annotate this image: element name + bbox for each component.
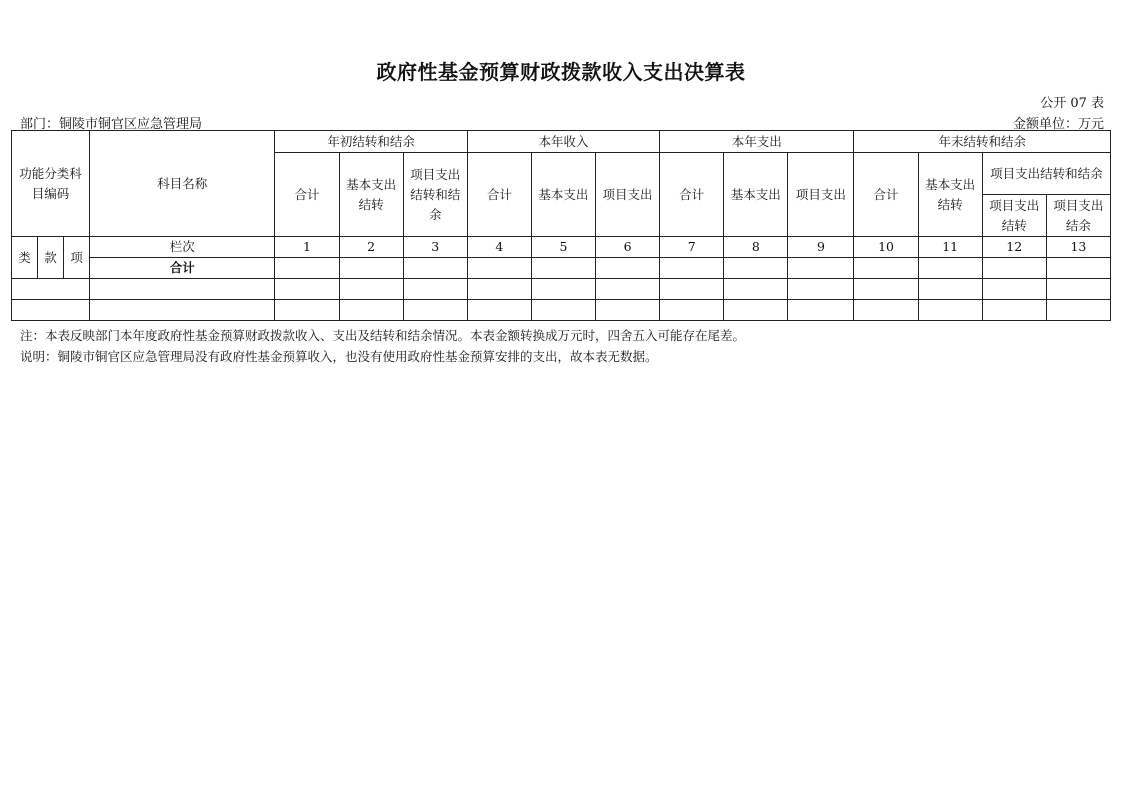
table-row (12, 279, 1111, 300)
table-cell (854, 300, 918, 321)
table-cell (1046, 279, 1110, 300)
column-number: 12 (982, 237, 1046, 258)
table-cell (595, 300, 659, 321)
table-cell (788, 300, 854, 321)
opening-project-header: 项目支出结转和结余 (403, 153, 467, 237)
table-cell (467, 300, 531, 321)
income-basic-header: 基本支出 (531, 153, 595, 237)
table-cell (724, 279, 788, 300)
column-number: 4 (467, 237, 531, 258)
table-cell (12, 279, 90, 300)
table-cell (275, 300, 339, 321)
table-cell (595, 279, 659, 300)
table-cell (660, 258, 724, 279)
income-project-header: 项目支出 (595, 153, 659, 237)
table-cell (1046, 258, 1110, 279)
column-number: 2 (339, 237, 403, 258)
lei-header: 类 (12, 237, 38, 279)
table-cell (724, 258, 788, 279)
footnote-explanation: 说明：铜陵市铜官区应急管理局没有政府性基金预算收入，也没有使用政府性基金预算安排的支出，故本表无数据。 (20, 349, 658, 364)
column-number: 1 (275, 237, 339, 258)
table-cell (275, 258, 339, 279)
footnote-note: 注：本表反映部门本年度政府性基金预算财政拨款收入、支出及结转和结余情况。本表金额转换成万元时，四舍五入可能存在尾差。 (20, 328, 746, 343)
table-cell (982, 279, 1046, 300)
page-title: 政府性基金预算财政拨款收入支出决算表 (376, 60, 746, 84)
header-row-1 (12, 131, 1111, 153)
department-label: 部门：铜陵市铜官区应急管理局 (20, 117, 203, 132)
table-cell (339, 300, 403, 321)
table-cell (275, 279, 339, 300)
table-cell (531, 300, 595, 321)
func-class-header: 功能分类科目编码 (12, 131, 90, 237)
table-cell (339, 279, 403, 300)
table-cell (724, 300, 788, 321)
table-cell (403, 300, 467, 321)
table-cell (467, 258, 531, 279)
closing-basic-carry-header: 基本支出结转 (918, 153, 982, 237)
group-expense-header: 本年支出 (660, 131, 854, 153)
sum-row (12, 258, 1111, 279)
table-cell (403, 279, 467, 300)
income-total-header: 合计 (467, 153, 531, 237)
kuan-header: 款 (38, 237, 64, 279)
opening-total-header: 合计 (275, 153, 339, 237)
table-row (12, 300, 1111, 321)
xiang-header: 项 (64, 237, 90, 279)
table-cell (982, 258, 1046, 279)
expense-project-header: 项目支出 (788, 153, 854, 237)
closing-project-carry-header: 项目支出结转 (982, 195, 1046, 237)
table-cell (90, 279, 275, 300)
table-cell (788, 279, 854, 300)
expense-basic-header: 基本支出 (724, 153, 788, 237)
table-cell (660, 300, 724, 321)
column-number: 10 (854, 237, 918, 258)
closing-project-group-header: 项目支出结转和结余 (982, 153, 1110, 195)
column-number: 13 (1046, 237, 1110, 258)
budget-table (11, 130, 1111, 321)
column-number: 5 (531, 237, 595, 258)
table-cell (918, 279, 982, 300)
column-number: 6 (595, 237, 659, 258)
table-cell (982, 300, 1046, 321)
group-opening-header: 年初结转和结余 (275, 131, 467, 153)
column-number: 7 (660, 237, 724, 258)
column-number: 3 (403, 237, 467, 258)
table-cell (854, 258, 918, 279)
group-income-header: 本年收入 (467, 131, 659, 153)
group-closing-header: 年末结转和结余 (854, 131, 1111, 153)
table-cell (531, 279, 595, 300)
column-number: 11 (918, 237, 982, 258)
table-cell (467, 279, 531, 300)
form-number: 公开 07 表 (1040, 96, 1104, 111)
column-number-row (12, 237, 1111, 258)
table-cell (403, 258, 467, 279)
unit-label: 金额单位：万元 (1012, 117, 1104, 132)
table-cell (12, 300, 90, 321)
opening-basic-carry-header: 基本支出结转 (339, 153, 403, 237)
subject-name-header: 科目名称 (90, 131, 275, 237)
sum-row-label: 合计 (90, 258, 275, 279)
table-cell (339, 258, 403, 279)
closing-project-balance-header: 项目支出结余 (1046, 195, 1110, 237)
table-cell (918, 300, 982, 321)
table-cell (918, 258, 982, 279)
column-number: 9 (788, 237, 854, 258)
table-cell (90, 300, 275, 321)
table-cell (595, 258, 659, 279)
column-number-label: 栏次 (90, 237, 275, 258)
table-cell (854, 279, 918, 300)
expense-total-header: 合计 (660, 153, 724, 237)
table-cell (788, 258, 854, 279)
column-number: 8 (724, 237, 788, 258)
table-cell (1046, 300, 1110, 321)
closing-total-header: 合计 (854, 153, 918, 237)
table-cell (660, 279, 724, 300)
table-cell (531, 258, 595, 279)
